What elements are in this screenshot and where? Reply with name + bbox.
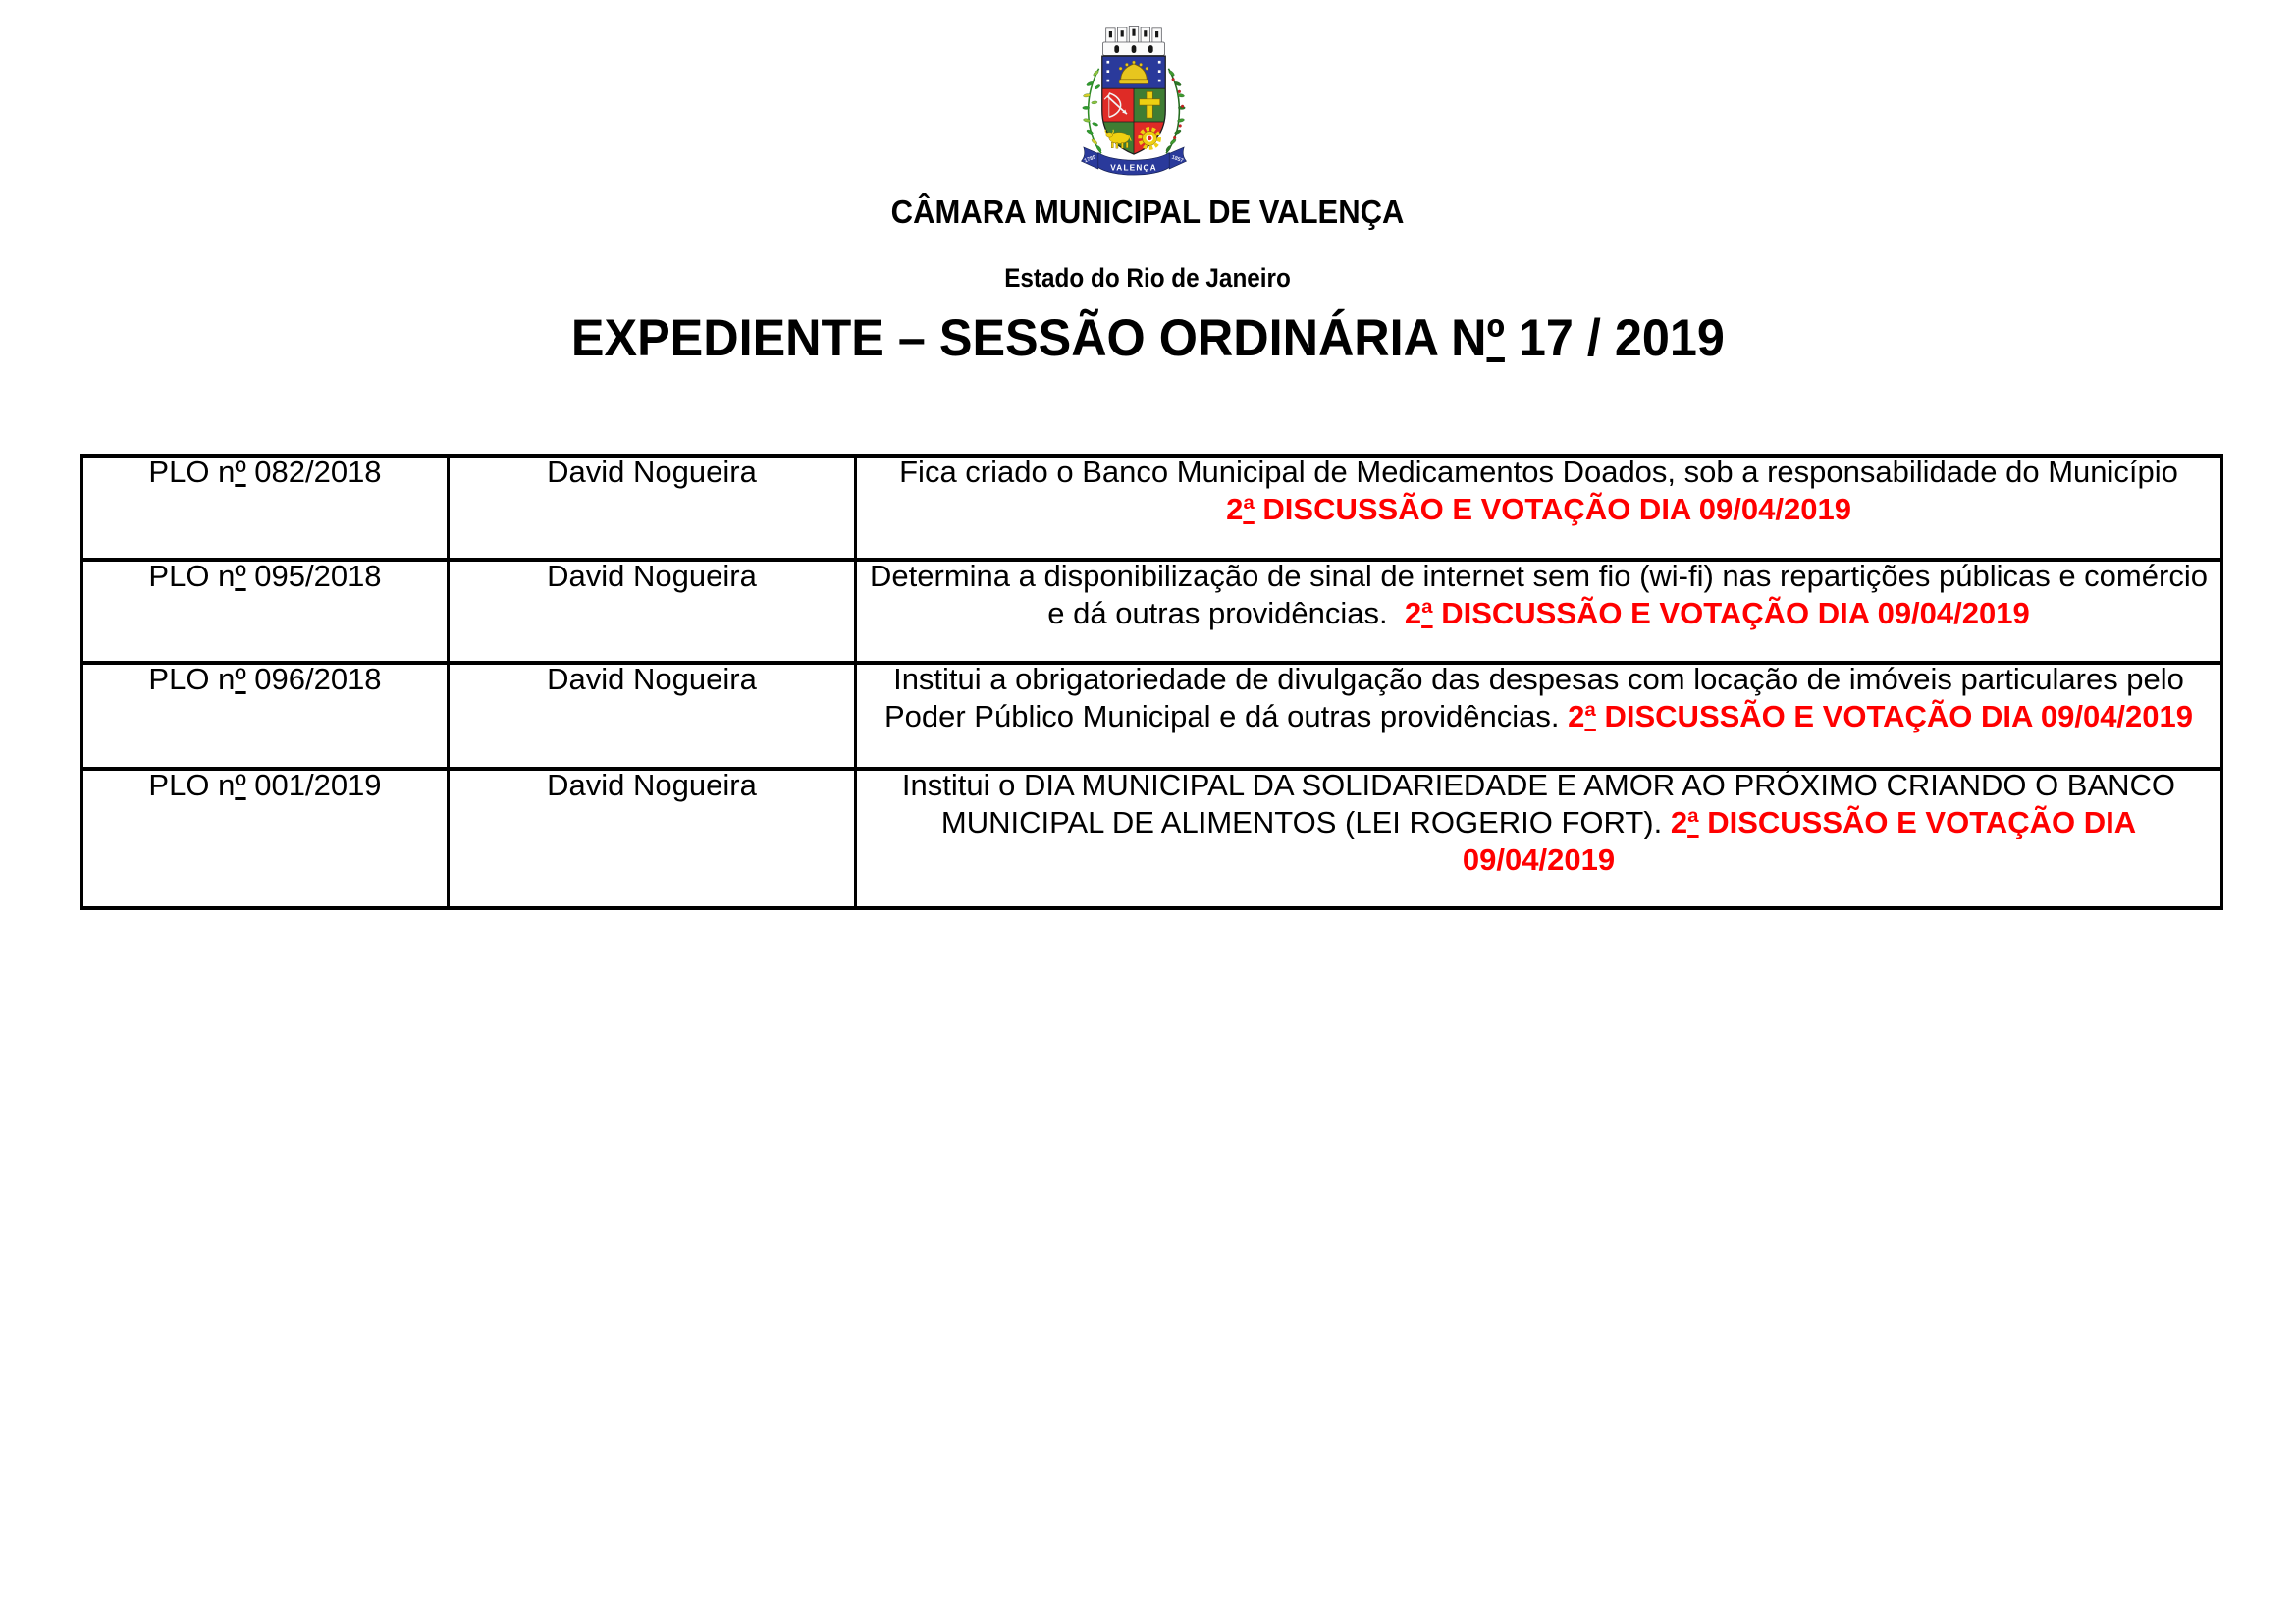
author-text: David Nogueira	[547, 559, 757, 593]
session-table-body	[82, 456, 2222, 908]
description-cell	[856, 769, 2222, 908]
ribbon-title: VALENÇA	[1110, 163, 1157, 173]
page-title	[0, 309, 2296, 368]
table-row	[82, 560, 2222, 663]
shield	[1102, 56, 1166, 156]
vote-notice-text: 2ª DISCUSSÃO E VOTAÇÃO DIA 09/04/2019	[1568, 699, 2194, 733]
vote-notice-text: 2ª DISCUSSÃO E VOTAÇÃO DIA	[1670, 805, 2137, 839]
author-text: David Nogueira	[547, 768, 757, 802]
description-text: Institui o DIA MUNICIPAL DA SOLIDARIEDADE E AMOR AO PRÓXIMO CRIANDO O BANCO	[901, 768, 2176, 802]
vote-notice-text: 2ª DISCUSSÃO E VOTAÇÃO DIA 09/04/2019	[1404, 596, 2030, 630]
description-text: Fica criado o Banco Municipal de Medicamentos Doados, sob a responsabilidade do Município	[899, 455, 2178, 489]
vote-notice-text: 09/04/2019	[1462, 842, 1616, 877]
author-cell	[449, 456, 856, 560]
table-row	[82, 769, 2222, 908]
description-text: Determina a disponibilização de sinal de internet sem fio (wi-fi) nas repartições públicas e comércio	[870, 559, 2208, 593]
bill-id-text: PLO nº 001/2019	[148, 768, 382, 802]
description-cell	[856, 560, 2222, 663]
state-line-text: Estado do Rio de Janeiro	[1004, 263, 1292, 293]
description-line	[865, 558, 2213, 595]
description-text: Poder Público Municipal e dá outras providências.	[883, 699, 1569, 733]
org-name	[0, 192, 2296, 232]
table-row	[82, 663, 2222, 769]
right-coffee-branch	[1165, 69, 1185, 154]
bill-id-cell	[82, 769, 449, 908]
bill-id-cell	[82, 456, 449, 560]
description-line	[865, 595, 2213, 632]
session-items-table	[80, 454, 2223, 910]
ribbon-year-right: 1857	[1170, 154, 1185, 165]
ribbon-year-left: 1789	[1083, 154, 1097, 165]
description-line	[865, 804, 2213, 841]
author-text: David Nogueira	[547, 662, 757, 696]
state-line	[0, 261, 2296, 295]
author-cell	[449, 769, 856, 908]
description-line	[865, 841, 2213, 879]
org-name-text: CÂMARA MUNICIPAL DE VALENÇA	[891, 193, 1405, 230]
author-cell	[449, 663, 856, 769]
bill-id-text: PLO nº 082/2018	[148, 455, 382, 489]
description-cell	[856, 663, 2222, 769]
table-row	[82, 456, 2222, 560]
page-title-text: EXPEDIENTE – SESSÃO ORDINÁRIA Nº 17 / 2019	[571, 309, 1725, 367]
bill-id-cell	[82, 560, 449, 663]
bill-id-text: PLO nº 095/2018	[148, 559, 382, 593]
left-laurel-branch	[1083, 69, 1102, 154]
vote-notice-text: 2ª DISCUSSÃO E VOTAÇÃO DIA 09/04/2019	[1226, 492, 1851, 526]
description-text: MUNICIPAL DE ALIMENTOS (LEI ROGERIO FORT).	[940, 805, 1671, 839]
description-line	[865, 698, 2213, 735]
description-line	[865, 491, 2213, 528]
description-line	[865, 767, 2213, 804]
bill-id-cell	[82, 663, 449, 769]
author-cell	[449, 560, 856, 663]
description-text: Institui a obrigatoriedade de divulgação das despesas com locação de imóveis particulares pelo	[893, 662, 2184, 696]
mural-crown-icon	[1103, 26, 1165, 55]
bill-id-text: PLO nº 096/2018	[148, 662, 382, 696]
description-line	[865, 661, 2213, 698]
coat-of-arms	[1076, 16, 1192, 185]
description-cell	[856, 456, 2222, 560]
description-line	[865, 454, 2213, 491]
author-text: David Nogueira	[547, 455, 757, 489]
description-text: e dá outras providências.	[1047, 596, 1405, 630]
